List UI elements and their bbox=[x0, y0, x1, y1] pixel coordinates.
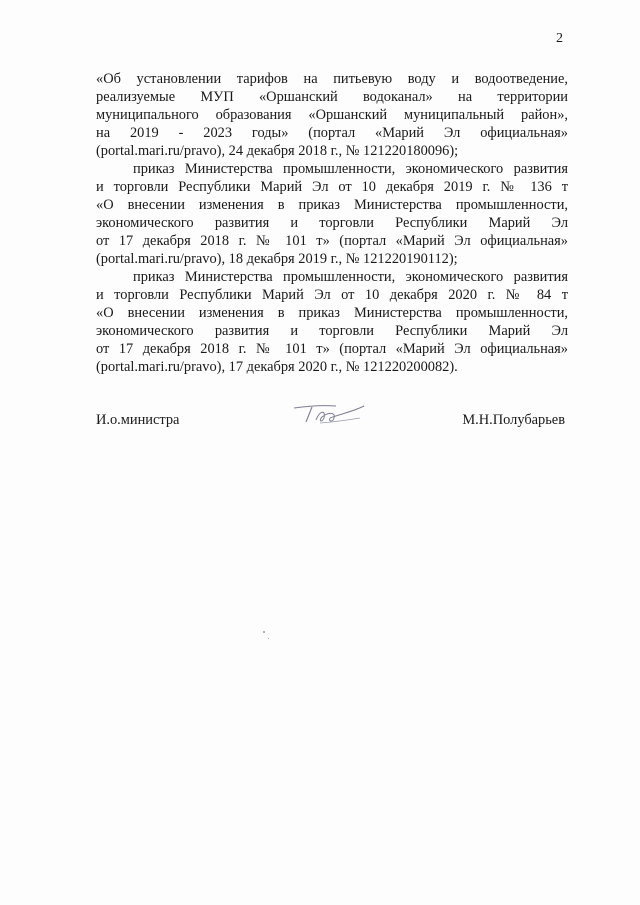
paragraph-3-line-2: и торговли Республики Марий Эл от 10 декабря 2020 г. № 84 т bbox=[96, 287, 568, 303]
paragraph-3-line-5: от 17 декабря 2018 г. № 101 т» (портал «Марий Эл официальная» bbox=[96, 341, 568, 357]
page-number: 2 bbox=[556, 31, 563, 46]
scan-speck bbox=[268, 638, 269, 639]
paragraph-2-line-5: от 17 декабря 2018 г. № 101 т» (портал «Марий Эл официальная» bbox=[96, 233, 568, 249]
scan-speck bbox=[263, 631, 265, 633]
paragraph-1-line-3: муниципального образования «Оршанский муниципальный район», bbox=[96, 107, 568, 123]
paragraph-1-line-4: на 2019 - 2023 годы» (портал «Марий Эл официальная» bbox=[96, 125, 568, 141]
paragraph-3-line-3: «О внесении изменения в приказ Министерства промышленности, bbox=[96, 305, 568, 321]
paragraph-2-line-6: (portal.mari.ru/pravo), 18 декабря 2019 г., № 121220190112); bbox=[96, 251, 458, 267]
paragraph-1-line-5: (portal.mari.ru/pravo), 24 декабря 2018 г., № 121220180096); bbox=[96, 143, 459, 159]
paragraph-2-line-1: приказ Министерства промышленности, экономического развития bbox=[133, 161, 568, 177]
handwritten-signature bbox=[290, 396, 370, 426]
paragraph-3-line-6: (portal.mari.ru/pravo), 17 декабря 2020 г., № 121220200082). bbox=[96, 359, 458, 375]
paragraph-3-line-4: экономического развития и торговли Республики Марий Эл bbox=[96, 323, 568, 339]
signatory-title: И.о.министра bbox=[96, 412, 180, 428]
paragraph-2-line-2: и торговли Республики Марий Эл от 10 декабря 2019 г. № 136 т bbox=[96, 179, 568, 195]
paragraph-1-line-1: «Об установлении тарифов на питьевую воду и водоотведение, bbox=[96, 71, 568, 87]
paragraph-2-line-3: «О внесении изменения в приказ Министерства промышленности, bbox=[96, 197, 568, 213]
paragraph-1-line-2: реализуемые МУП «Оршанский водоканал» на территории bbox=[96, 89, 568, 105]
paragraph-2-line-4: экономического развития и торговли Республики Марий Эл bbox=[96, 215, 568, 231]
paragraph-3-line-1: приказ Министерства промышленности, экономического развития bbox=[133, 269, 568, 285]
signatory-name: М.Н.Полубарьев bbox=[462, 412, 565, 428]
